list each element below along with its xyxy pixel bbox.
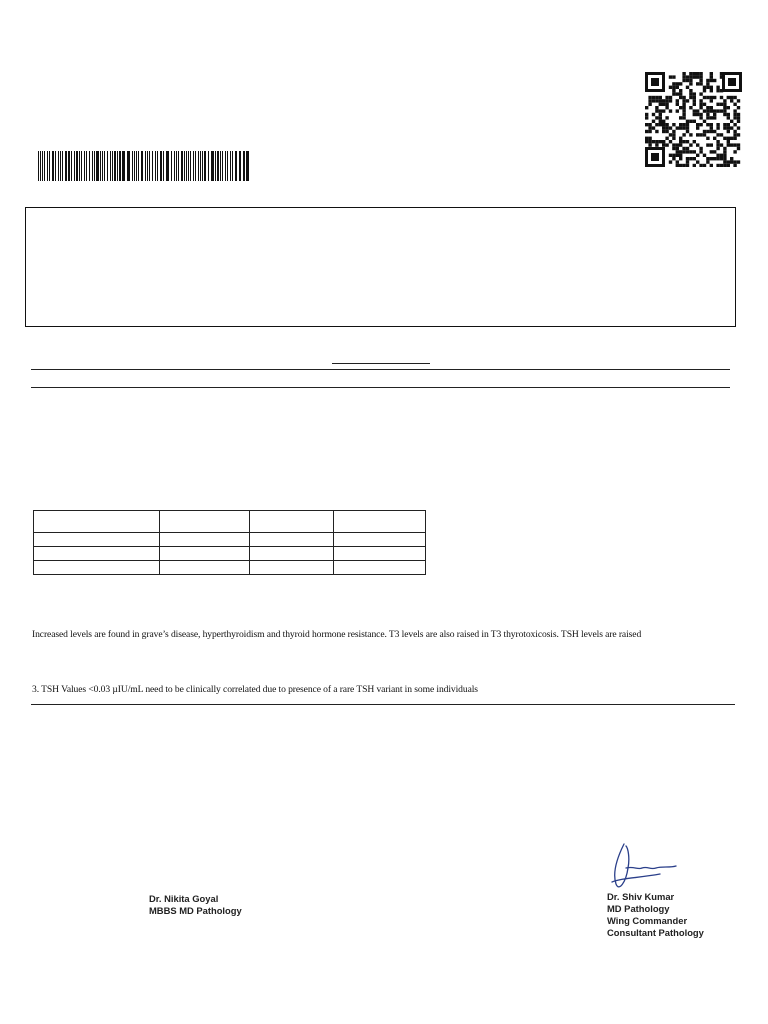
table-header-row	[34, 511, 426, 533]
table-cell	[250, 547, 334, 561]
table-row	[34, 533, 426, 547]
table-cell	[159, 561, 250, 575]
signatory-name: Dr. Shiv Kumar	[607, 891, 675, 902]
signatory-name: Dr. Nikita Goyal	[149, 893, 219, 904]
barcode	[38, 151, 250, 181]
qr-code	[645, 72, 742, 167]
signatory-right	[607, 891, 704, 939]
signatory-left	[149, 893, 242, 917]
table-cell	[250, 511, 334, 533]
header-rule-top	[31, 369, 730, 370]
table-cell	[250, 561, 334, 575]
table-cell	[34, 547, 160, 561]
header-rule-bottom	[31, 387, 730, 388]
report-title-underline	[332, 363, 430, 364]
table-cell	[34, 561, 160, 575]
table-cell	[334, 511, 426, 533]
table-cell	[159, 511, 250, 533]
tsh-caution-note: 3. TSH Values <0.03 µIU/mL need to be clinically correlated due to presence of a rare TSH variant in some individuals	[32, 684, 478, 695]
table-row	[34, 561, 426, 575]
table-row	[34, 547, 426, 561]
patient-info-box	[25, 207, 736, 327]
signatory-role: Consultant Pathology	[607, 927, 704, 938]
table-cell	[334, 561, 426, 575]
results-table	[33, 510, 426, 575]
signatory-qualification: MD Pathology	[607, 903, 670, 914]
signatory-rank: Wing Commander	[607, 915, 688, 926]
table-cell	[34, 533, 160, 547]
interpretation-note: Increased levels are found in grave’s disease, hyperthyroidism and thyroid hormone resistance. T3 levels are also raised in T3 thyrotoxicosis. TSH levels are raised	[32, 629, 642, 640]
notes-rule	[31, 704, 735, 705]
table-cell	[159, 547, 250, 561]
signatory-qualification: MBBS MD Pathology	[149, 905, 242, 916]
table-cell	[250, 533, 334, 547]
table-cell	[334, 547, 426, 561]
table-cell	[334, 533, 426, 547]
table-cell	[34, 511, 160, 533]
signature-image	[604, 838, 684, 894]
table-cell	[159, 533, 250, 547]
